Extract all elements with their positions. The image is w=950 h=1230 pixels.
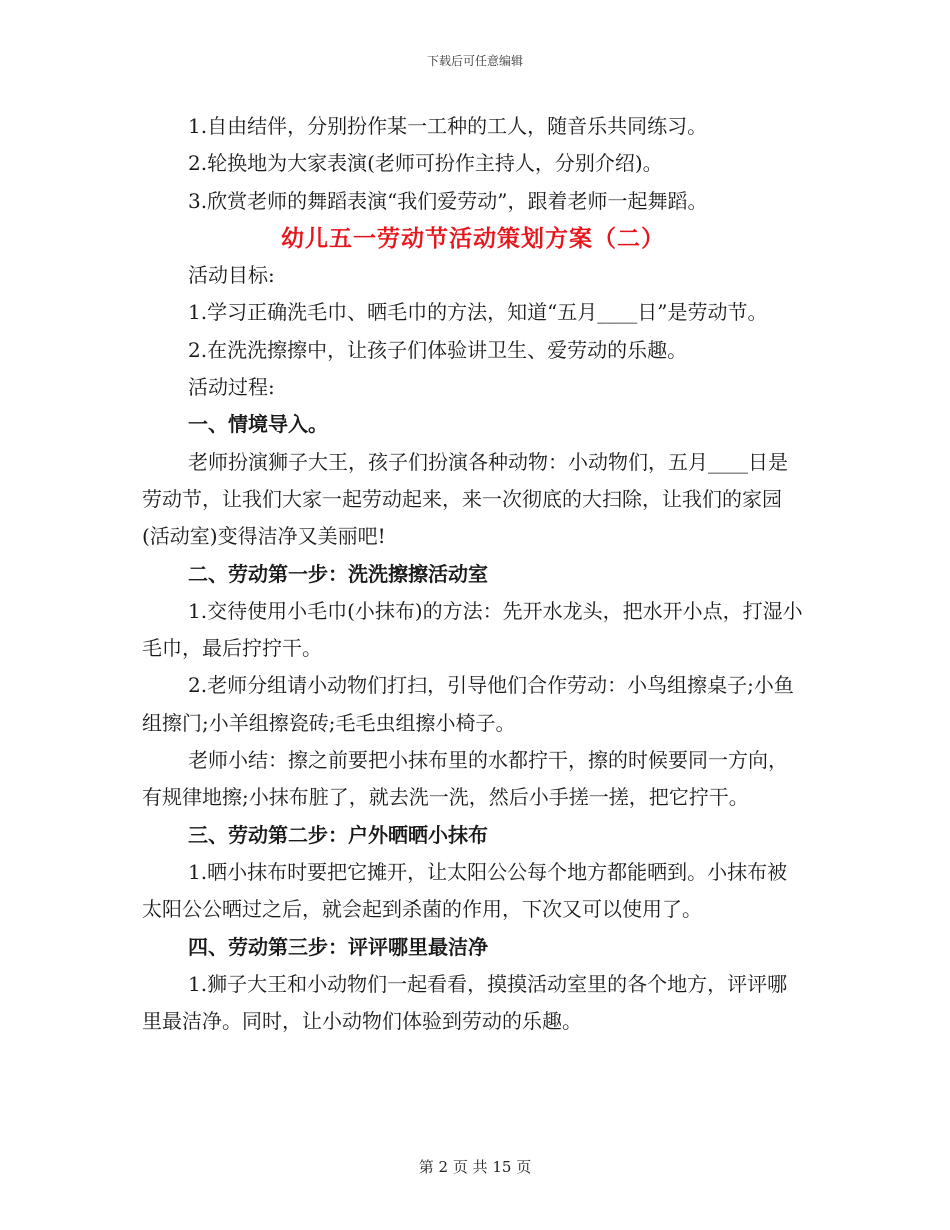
section-heading-1: 一、情境导入。 [188,412,328,437]
section-1-paragraph: 老师扮演狮子大王，孩子们扮演各种动物：小动物们，五月____日是劳动节，让我们大家一起劳动起来，来一次彻底的大扫除，让我们的家园(活动室)变得洁净又美丽吧! [142,449,788,549]
section-4-paragraph: 1.狮子大王和小动物们一起看看，摸摸活动室里的各个地方，评评哪里最洁净。同时，让小动物们体验到劳动的乐趣。 [142,971,788,1034]
paragraph-line1: 1.自由结伴，分别扮作某一工种的工人，随音乐共同练习。 [188,114,708,138]
section-heading-2: 二、劳动第一步：洗洗擦擦活动室 [188,561,488,586]
page-header: 下载后可任意编辑 [426,54,523,68]
paragraph-line2: 2.轮换地为大家表演(老师可扮作主持人，分别介绍)。 [188,151,663,176]
section-heading-4: 四、劳动第三步：评评哪里最洁净 [188,934,488,959]
section-heading-3: 三、劳动第二步：户外晒晒小抹布 [188,822,488,847]
document-body [142,108,804,1040]
section-2-paragraph-3: 老师小结：擦之前要把小抹布里的水都拧干，擦的时候要同一方向，有规律地擦;小抹布脏了，就去洗一洗，然后小手搓一搓，把它拧干。 [142,748,788,810]
section-2-paragraph-2: 2.老师分组请小动物们打扫，引导他们合作劳动：小鸟组擦桌子;小鱼组擦门;小羊组擦瓷砖;毛毛虫组擦小椅子。 [142,673,794,735]
section-3-paragraph: 1.晒小抹布时要把它摊开，让太阳公公每个地方都能晒到。小抹布被太阳公公晒过之后，就会起到杀菌的作用，下次又可以使用了。 [142,859,788,922]
goal-heading: 活动目标: [188,263,275,288]
goal-item-1: 1.学习正确洗毛巾、晒毛巾的方法，知道“五月____日”是劳动节。 [188,300,768,325]
process-heading: 活动过程: [188,375,275,400]
goal-item-2: 2.在洗洗擦擦中，让孩子们体验讲卫生、爱劳动的乐趣。 [188,337,688,362]
section-2-paragraph-1: 1.交待使用小毛巾(小抹布)的方法：先开水龙头，把水开小点，打湿小毛巾，最后拧拧干。 [142,598,803,661]
document-title: 幼儿五一劳动节活动策划方案（二） [281,224,665,252]
paragraph-line3: 3.欣赏老师的舞蹈表演“我们爱劳动”，跟着老师一起舞蹈。 [188,188,708,213]
page-footer: 第 2 页 共 15 页 [418,1158,532,1176]
